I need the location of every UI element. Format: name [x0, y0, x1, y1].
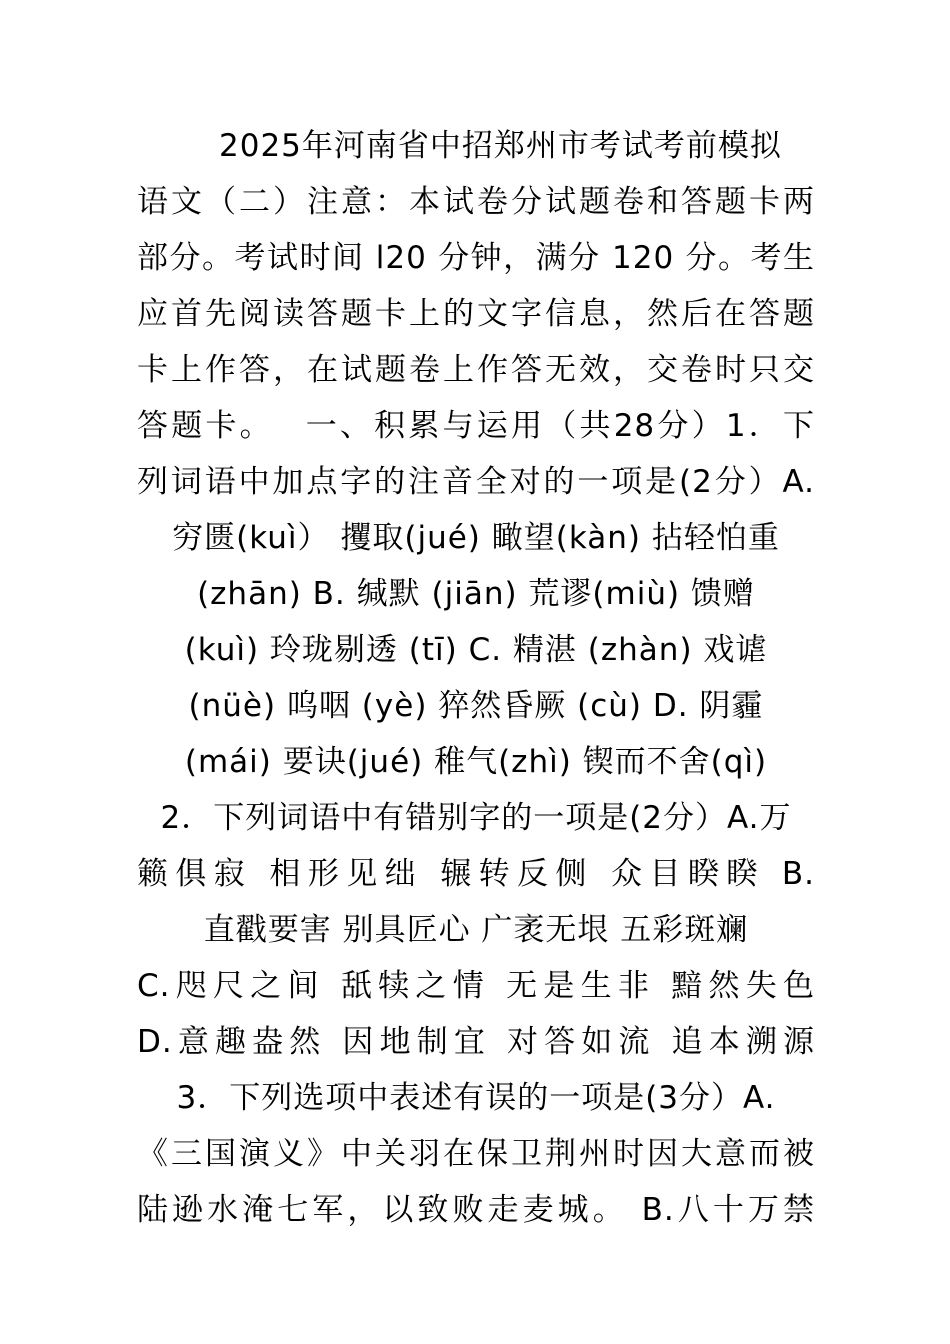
text-line-17: D.意趣盎然 因地制宜 对答如流 追本溯源: [137, 1024, 815, 1060]
text-line-11: (nüè) 呜咽 (yè) 猝然昏厥 (cù) D. 阴霾: [188, 688, 764, 724]
text-line-4: 应首先阅读答题卡上的文字信息，然后在答题: [137, 296, 815, 332]
text-line-10: (kuì) 玲珑剔透 (tī) C. 精湛 (zhàn) 戏谑: [184, 632, 768, 668]
text-line-5: 卡上作答，在试题卷上作答无效，交卷时只交: [137, 352, 815, 388]
text-line-1: 2025年河南省中招郑州市考试考前模拟: [219, 128, 782, 164]
text-line-16: C.咫尺之间 舐犊之情 无是生非 黯然失色: [137, 968, 815, 1004]
text-line-9: (zhān) B. 缄默 (jiān) 荒谬(miù) 馈赠: [197, 576, 755, 612]
text-line-3: 部分。考试时间 l20 分钟，满分 120 分。考生: [137, 240, 815, 276]
text-line-18: 3．下列选项中表述有误的一项是(3分）A.: [176, 1080, 776, 1116]
text-line-8: 穷匮(kuì） 攫取(jué) 瞰望(kàn) 拈轻怕重: [172, 520, 780, 556]
exam-text-block: [137, 118, 815, 1238]
text-line-12: (mái) 要诀(jué) 稚气(zhì) 锲而不舍(qì): [184, 744, 768, 780]
text-line-7: 列词语中加点字的注音全对的一项是(2分）A.: [137, 464, 815, 500]
text-line-20: 陆逊水淹七军，以致败走麦城。 B.八十万禁: [137, 1192, 815, 1228]
text-line-15: 直戳要害 别具匠心 广袤无垠 五彩斑斓: [203, 912, 749, 948]
text-line-19: 《三国演义》中关羽在保卫荆州时因大意而被: [137, 1136, 815, 1172]
text-line-14: 籁俱寂 相形见绌 辗转反侧 众目睽睽 B.: [137, 856, 815, 892]
text-line-6: 答题卡。 一、积累与运用（共28分）1．下: [137, 408, 815, 444]
text-line-13: 2．下列词语中有错别字的一项是(2分）A.万: [160, 800, 792, 836]
text-line-2: 语文（二）注意：本试卷分试题卷和答题卡两: [137, 184, 815, 220]
